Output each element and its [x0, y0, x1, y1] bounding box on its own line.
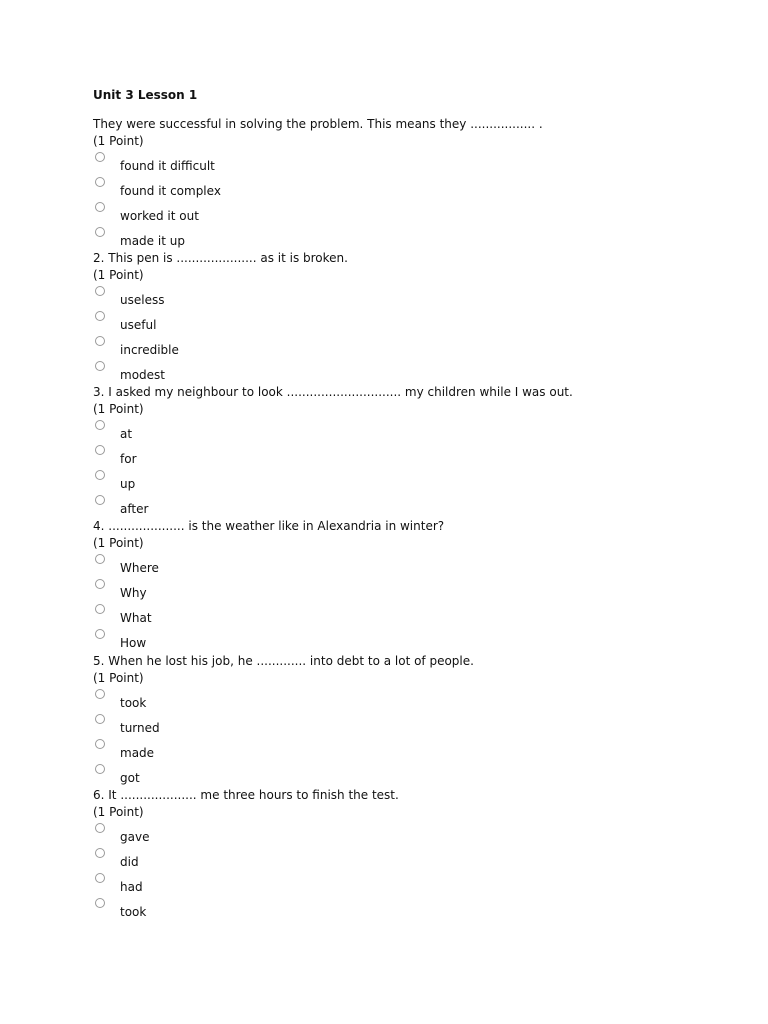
option-label: turned: [120, 721, 160, 735]
option-label: What: [120, 611, 152, 625]
radio-button[interactable]: [95, 152, 105, 162]
option-list: [93, 552, 713, 652]
option[interactable]: [93, 737, 713, 762]
option-label: modest: [120, 368, 165, 382]
option[interactable]: [93, 284, 713, 309]
option[interactable]: [93, 687, 713, 712]
question-3: [93, 384, 713, 518]
option[interactable]: [93, 846, 713, 871]
option-label: at: [120, 427, 133, 441]
radio-button[interactable]: [95, 579, 105, 589]
option-label: Why: [120, 586, 147, 600]
radio-button[interactable]: [95, 898, 105, 908]
option[interactable]: [93, 577, 713, 602]
radio-button[interactable]: [95, 286, 105, 296]
radio-button[interactable]: [95, 311, 105, 321]
option-label: after: [120, 502, 149, 516]
option[interactable]: [93, 871, 713, 896]
option-label: for: [120, 452, 137, 466]
radio-button[interactable]: [95, 848, 105, 858]
question-5: [93, 653, 713, 787]
option-label: up: [120, 477, 136, 491]
radio-button[interactable]: [95, 361, 105, 371]
option-label: took: [120, 696, 147, 710]
option[interactable]: [93, 443, 713, 468]
option-label: made it up: [120, 234, 185, 248]
option-list: [93, 687, 713, 787]
question-2: [93, 250, 713, 384]
option-label: got: [120, 771, 140, 785]
option-label: made: [120, 746, 155, 760]
option-label: worked it out: [120, 209, 199, 223]
question-text: 5. When he lost his job, he ............. into debt to a lot of people.: [93, 654, 474, 668]
question-points: (1 Point): [93, 134, 144, 148]
option[interactable]: [93, 627, 713, 652]
option[interactable]: [93, 359, 713, 384]
option[interactable]: [93, 762, 713, 787]
option[interactable]: [93, 418, 713, 443]
option-label: found it complex: [120, 184, 221, 198]
option-label: did: [120, 855, 139, 869]
option[interactable]: [93, 175, 713, 200]
page-title: Unit 3 Lesson 1: [93, 88, 198, 102]
option-label: found it difficult: [120, 159, 215, 173]
option-list: [93, 418, 713, 518]
radio-button[interactable]: [95, 629, 105, 639]
question-text: 2. This pen is ..................... as it is broken.: [93, 251, 348, 265]
question-text: 3. I asked my neighbour to look .............................. my children while I was out.: [93, 385, 573, 399]
radio-button[interactable]: [95, 823, 105, 833]
option[interactable]: [93, 821, 713, 846]
option-list: [93, 284, 713, 384]
option[interactable]: [93, 552, 713, 577]
option[interactable]: [93, 602, 713, 627]
option[interactable]: [93, 150, 713, 175]
option-label: useless: [120, 293, 165, 307]
option-label: useful: [120, 318, 157, 332]
radio-button[interactable]: [95, 177, 105, 187]
question-text: 6. It .................... me three hours to finish the test.: [93, 788, 399, 802]
option-list: [93, 150, 713, 250]
option-label: incredible: [120, 343, 179, 357]
option[interactable]: [93, 334, 713, 359]
option-label: took: [120, 905, 147, 919]
radio-button[interactable]: [95, 470, 105, 480]
radio-button[interactable]: [95, 336, 105, 346]
option[interactable]: [93, 493, 713, 518]
radio-button[interactable]: [95, 689, 105, 699]
radio-button[interactable]: [95, 714, 105, 724]
question-points: (1 Point): [93, 671, 144, 685]
question-text: 4. .................... is the weather like in Alexandria in winter?: [93, 519, 445, 533]
question-points: (1 Point): [93, 805, 144, 819]
option[interactable]: [93, 309, 713, 334]
radio-button[interactable]: [95, 873, 105, 883]
option[interactable]: [93, 896, 713, 921]
option[interactable]: [93, 200, 713, 225]
option-list: [93, 821, 713, 921]
question-points: (1 Point): [93, 536, 144, 550]
question-points: (1 Point): [93, 268, 144, 282]
radio-button[interactable]: [95, 764, 105, 774]
question-points: (1 Point): [93, 402, 144, 416]
radio-button[interactable]: [95, 739, 105, 749]
option[interactable]: [93, 712, 713, 737]
option[interactable]: [93, 225, 713, 250]
option-label: gave: [120, 830, 150, 844]
option[interactable]: [93, 468, 713, 493]
option-label: Where: [120, 561, 159, 575]
radio-button[interactable]: [95, 495, 105, 505]
question-6: [93, 787, 713, 921]
radio-button[interactable]: [95, 604, 105, 614]
question-text: They were successful in solving the problem. This means they ................. .: [93, 117, 543, 131]
radio-button[interactable]: [95, 445, 105, 455]
radio-button[interactable]: [95, 227, 105, 237]
option-label: How: [120, 636, 147, 650]
radio-button[interactable]: [95, 202, 105, 212]
question-1: [93, 116, 713, 250]
option-label: had: [120, 880, 143, 894]
question-4: [93, 518, 713, 652]
radio-button[interactable]: [95, 420, 105, 430]
radio-button[interactable]: [95, 554, 105, 564]
